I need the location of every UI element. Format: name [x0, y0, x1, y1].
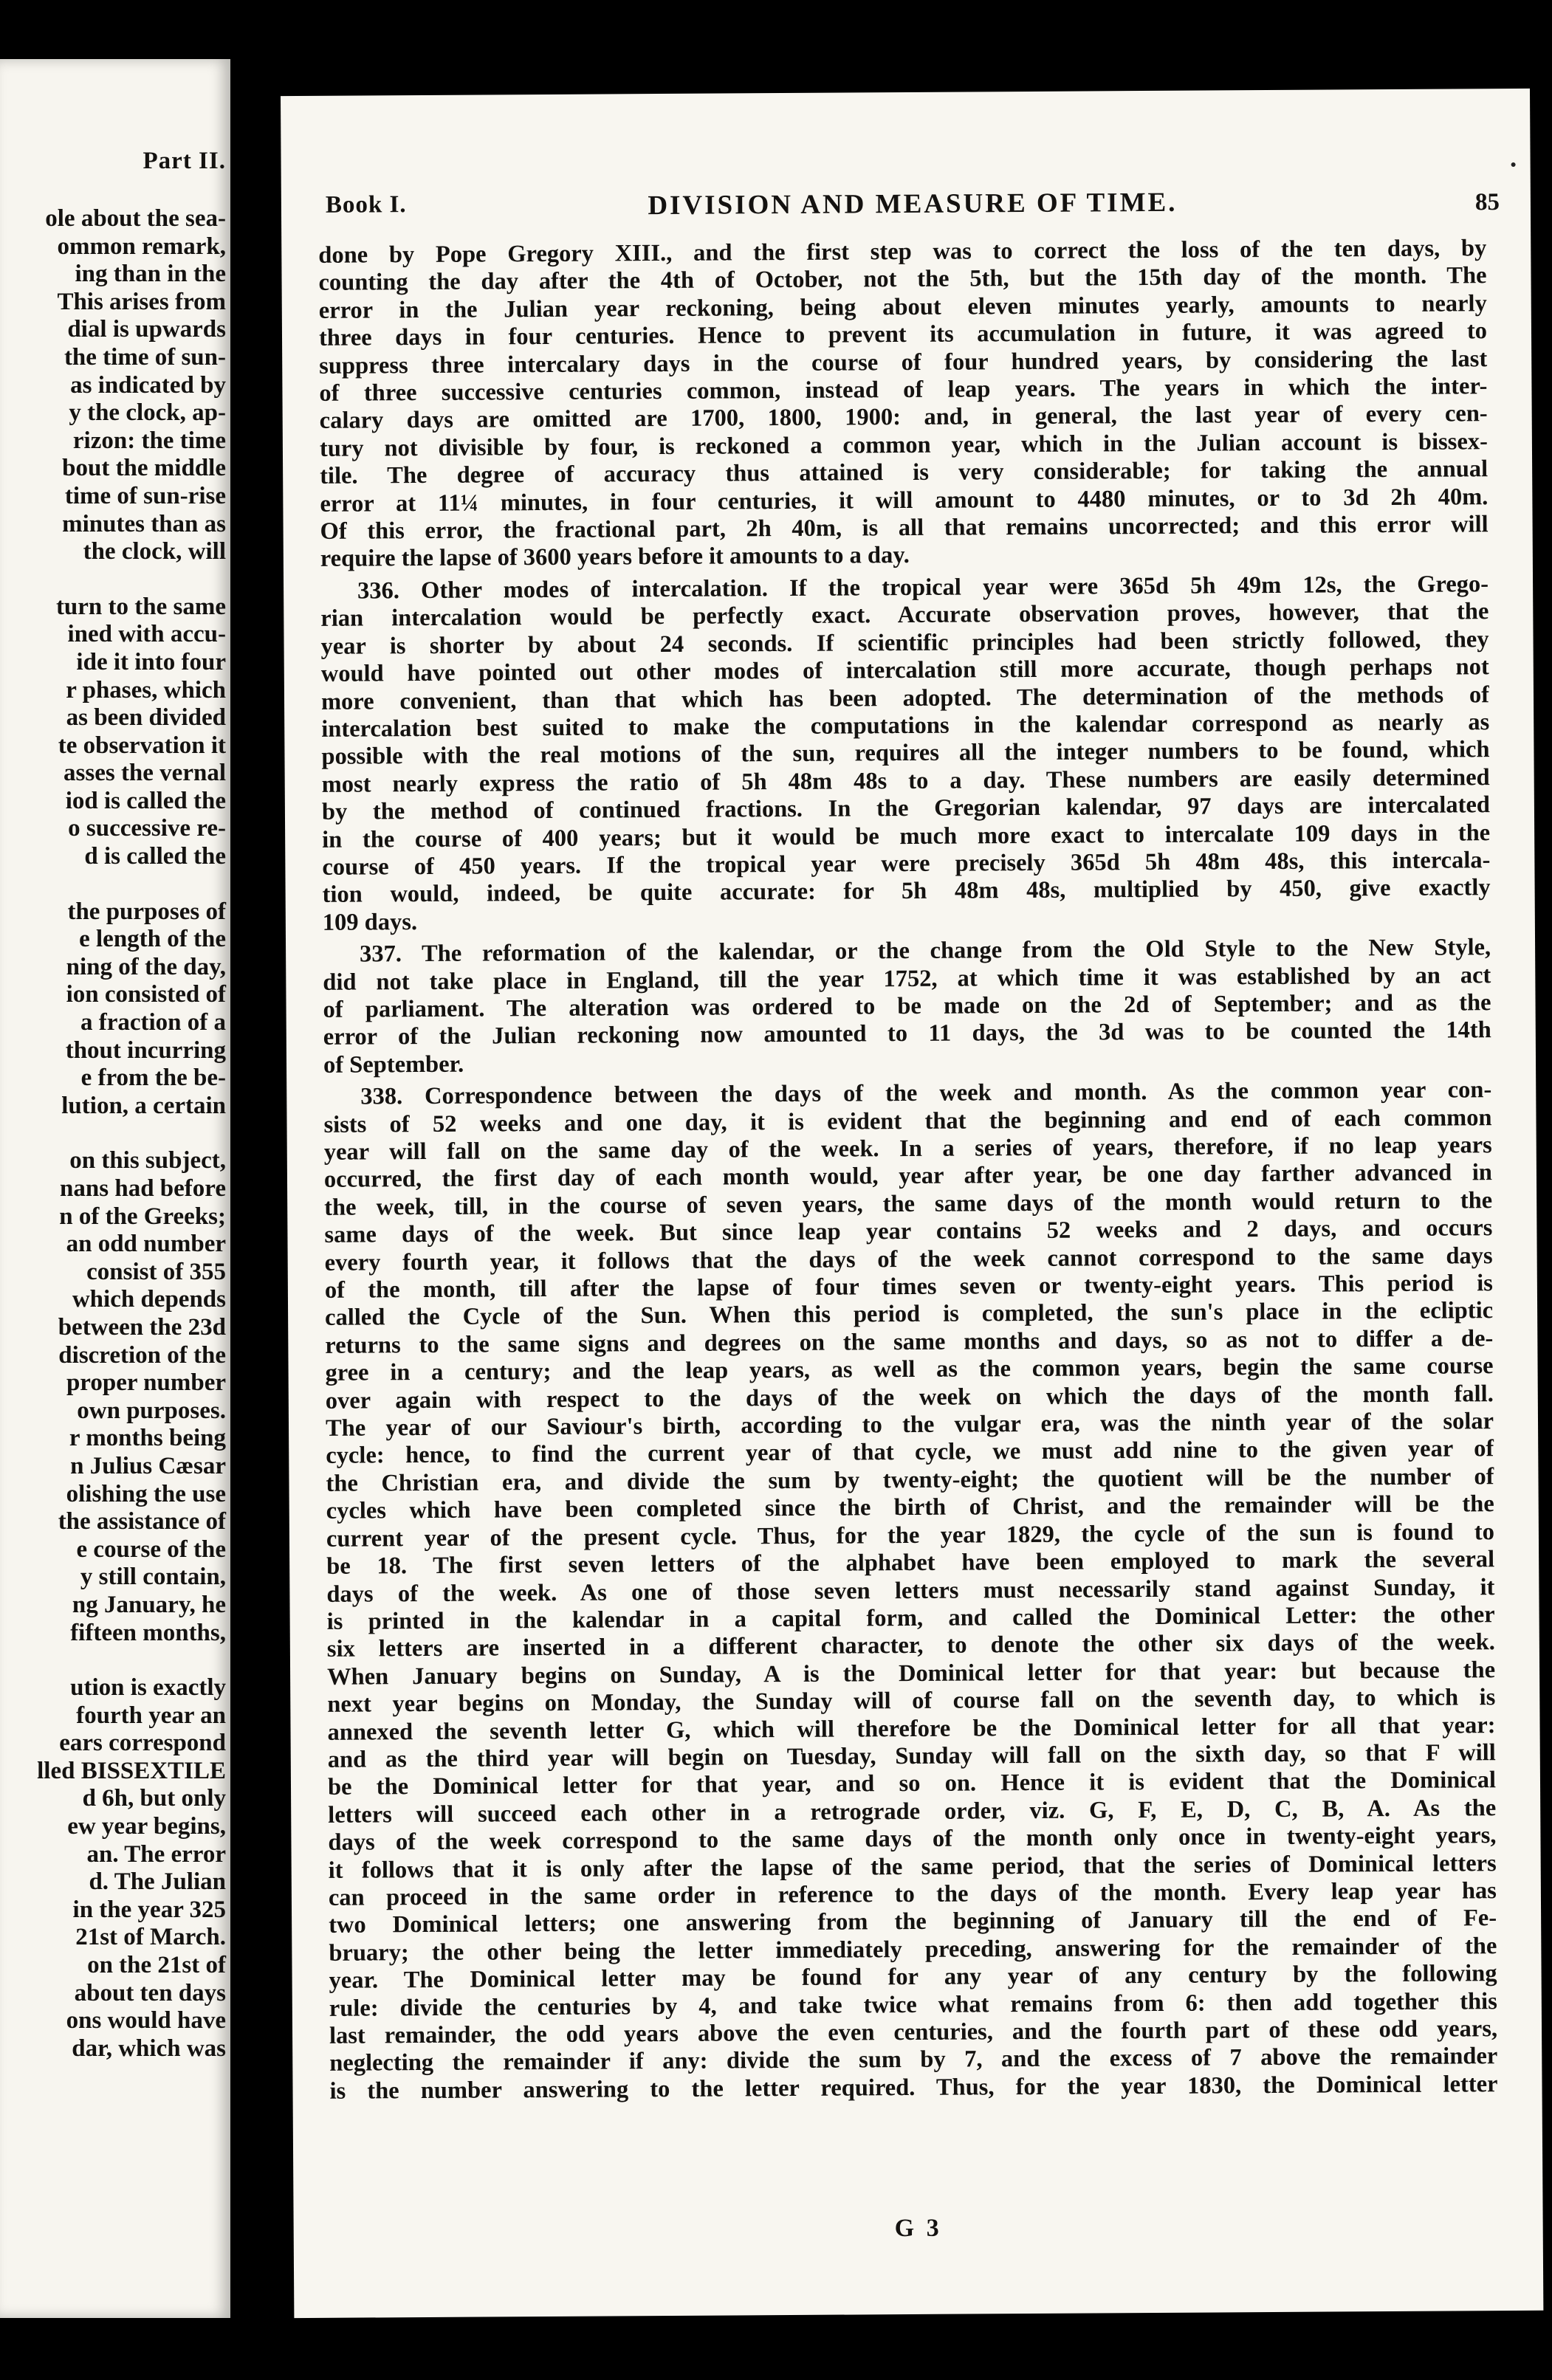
left-text-line: e course of the [76, 1535, 226, 1563]
left-text-line: ide it into four [76, 648, 226, 675]
text-line: in the course of 400 years; but it would be much more exact to intercalate 109 days in the [322, 819, 1491, 853]
left-text-line: proper number [66, 1369, 226, 1397]
current-page [281, 89, 1543, 2318]
text-line: of three successive centuries common, instead of leap years. The years in which the inter- [319, 373, 1488, 407]
text-line: over again with respect to the days of the week on which the days of the month fall. [325, 1380, 1494, 1414]
text-line: require the lapse of 3600 years before it amounts to a day. [320, 542, 910, 573]
text-line: annexed the seventh letter G, which will therefore be the Dominical letter for all that year: [327, 1711, 1496, 1746]
left-text-line: bout the middle [62, 455, 226, 482]
left-text-line: time of sun-rise [64, 482, 226, 509]
text-line: called the Cycle of the Sun. When this period is completed, the sun's place in the ecliptic [325, 1297, 1494, 1332]
text-line: days of the week correspond to the same days of the month only once in twenty-eight years, [328, 1822, 1497, 1856]
left-text-line: turn to the same [55, 593, 226, 620]
left-text-line: r months being [69, 1425, 226, 1452]
left-text-line: lution, a certain [61, 1092, 226, 1119]
text-line: cycle: hence, to find the current year of that cycle, we must add nine to the given year of [326, 1435, 1494, 1470]
text-line: be 18. The first seven letters of the alphabet have been employed to mark the several [326, 1546, 1495, 1580]
left-text-line: y still contain, [80, 1564, 226, 1591]
body-text [318, 235, 1497, 2105]
left-paragraph-gap [37, 1120, 226, 1147]
left-text-line: minutes than as [62, 510, 226, 537]
text-line: tury not divisible by four, is reckoned a common year, which in the Julian account is bissex- [319, 428, 1489, 462]
text-line: 336. Other modes of intercalation. If the tropical year were 365d 5h 49m 12s, the Grego- [357, 571, 1489, 605]
left-text-line: ution is exactly [70, 1674, 226, 1702]
left-text-line: ole about the sea- [45, 205, 226, 232]
text-line: The year of our Saviour's birth, according to the vulgar era, was the ninth year of the solar [325, 1408, 1494, 1442]
text-line: cycles which have been completed since the birth of Christ, and the remainder will be the [326, 1490, 1494, 1525]
text-line: tion would, indeed, be quite accurate: for 5h 48m 48s, multiplied by 450, give exactly [322, 874, 1491, 909]
left-text-line: nans had before [60, 1175, 226, 1202]
left-text-line: y the clock, ap- [69, 399, 226, 427]
text-line: occurred, the first day of each month would, year after year, be one day farther advanced in [323, 1159, 1493, 1194]
left-text-line: thout incurring [65, 1036, 226, 1064]
text-line: and as the third year will begin on Tuesday, Sunday will fall on the sixth day, so that F will [327, 1739, 1496, 1773]
left-text-line: discretion of the [58, 1341, 226, 1369]
text-line: 338. Correspondence between the days of the week and month. As the common year con- [360, 1076, 1492, 1110]
text-line: rian intercalation would be perfectly exact. Accurate observation proves, however, that the [320, 598, 1489, 633]
text-line: 337. The reformation of the kalendar, or the change from the Old Style to the New Style, [360, 934, 1491, 968]
left-text-line: r phases, which [66, 676, 226, 704]
left-text-line: between the 23d [58, 1313, 226, 1341]
text-line: is printed in the kalendar in a capital form, and called the Dominical Letter: the other [326, 1601, 1495, 1635]
text-line: returns to the same signs and degrees on the same months and days, so as not to differ a de- [325, 1325, 1494, 1359]
left-text-line: as indicated by [70, 371, 226, 399]
previous-page [0, 59, 230, 2318]
left-text-line: ew year begins, [67, 1813, 226, 1840]
left-text-line: a fraction of a [80, 1009, 226, 1036]
text-line: next year begins on Monday, the Sunday will of course fall on the seventh day, to which is [327, 1684, 1496, 1718]
left-text-line: rizon: the time [72, 427, 226, 454]
text-line: calary days are omitted are 1700, 1800, 1900: and, in general, the last year of every cen- [319, 400, 1488, 435]
text-line: of the month, till after the lapse of four times seven or twenty-eight years. This period is [324, 1270, 1493, 1304]
left-text-line: an. The error [86, 1840, 226, 1868]
text-line: intercalation best suited to make the computations in the kalendar correspond as nearly as [321, 709, 1490, 743]
left-text-line: ng January, he [72, 1591, 226, 1618]
left-text-line: iod is called the [65, 787, 226, 814]
left-text-line: the purposes of [67, 898, 226, 925]
left-paragraph-gap [37, 871, 226, 898]
text-line: error in the Julian year reckoning, being about eleven minutes yearly, amounts to nearly [318, 290, 1487, 324]
left-text-line: which depends [72, 1286, 226, 1313]
left-text-line: d is called the [84, 843, 226, 870]
text-line: two Dominical letters; one answering from the beginning of January till the end of Fe- [329, 1905, 1497, 1939]
left-text-line: fifteen months, [70, 1619, 226, 1646]
left-text-line: 21st of March. [75, 1924, 226, 1951]
text-line: course of 450 years. If the tropical year were precisely 365d 5h 48m 48s, this intercala- [322, 847, 1491, 881]
running-head [326, 185, 1500, 229]
text-line: be the Dominical letter for that year, and so on. Hence it is evident that the Dominical [327, 1767, 1497, 1801]
left-text-line: about ten days [74, 1979, 226, 2006]
left-text-line: ons would have [66, 2007, 226, 2035]
text-line: more convenient, than that which has been adopted. The determination of the methods of [320, 681, 1490, 715]
text-line: can proceed in the same order in reference to the days of the month. Every leap year has [328, 1877, 1497, 1911]
text-line: error of the Julian reckoning now amounted to 11 days, the 3d was to be counted the 14th [323, 1017, 1491, 1051]
left-text-line: n of the Greeks; [59, 1203, 226, 1230]
left-text-line: ing than in the [75, 261, 226, 288]
left-text-line: the clock, will [83, 538, 226, 565]
left-text-line: d. The Julian [89, 1868, 226, 1896]
text-line: Of this error, the fractional part, 2h 40m, is all that remains uncorrected; and this error will [320, 511, 1489, 545]
text-line: current year of the present cycle. Thus, for the year 1829, the cycle of the sun is found to [326, 1518, 1495, 1552]
text-line: year is shorter by about 24 seconds. If scientific principles had been strictly followed, they [320, 625, 1489, 660]
text-line: bruary; the other being the letter immediately preceding, answering for the remainder of the [329, 1932, 1497, 1967]
text-line: rule: divide the centuries by 4, and take twice what remains from 6: then add together this [329, 1987, 1497, 2022]
left-text-line: e length of the [79, 926, 226, 953]
text-line: by the method of continued fractions. In the Gregorian kalendar, 97 days are intercalated [321, 791, 1491, 825]
text-line: 109 days. [322, 908, 418, 936]
left-text-line: asses the vernal [63, 760, 226, 787]
text-line: same days of the week. But since leap year contains 52 weeks and 2 days, and occurs [324, 1214, 1493, 1249]
left-text-line: e from the be- [80, 1065, 226, 1092]
text-line: error at 11¼ minutes, in four centuries, it will amount to 4480 minutes, or to 3d 2h 40m. [320, 483, 1489, 517]
text-line: possible with the real motions of the sun, requires all the integer numbers to be found, which [321, 736, 1490, 771]
left-text-line: d 6h, but only [82, 1785, 226, 1812]
text-line: year will fall on the same day of the week. In a series of years, therefore, if no leap years [323, 1132, 1492, 1166]
left-page-header: Part II. [143, 148, 226, 174]
page-title: DIVISION AND MEASURE OF TIME. [648, 187, 1178, 221]
left-text-line: the assistance of [58, 1508, 226, 1535]
left-text-line: ommon remark, [57, 233, 226, 260]
text-line: of parliament. The alteration was ordered to be made on the 2d of September; and as the [323, 989, 1491, 1023]
text-line: is the number answering to the letter required. Thus, for the year 1830, the Dominical letter [329, 2070, 1498, 2105]
text-line: done by Pope Gregory XIII., and the first step was to correct the loss of the ten days, by [318, 235, 1487, 269]
text-line: it follows that it is only after the lapse of the same period, that the series of Dominical letters [328, 1849, 1497, 1884]
text-line: did not take place in England, till the year 1752, at which time it was established by an act [323, 961, 1491, 996]
text-line: would have pointed out other modes of intercalation still more accurate, though perhaps not [320, 653, 1489, 687]
text-line: neglecting the remainder if any: divide the sum by 7, and the excess of 7 above the remainder [329, 2043, 1498, 2077]
left-text-line: as been divided [66, 704, 226, 732]
left-text-line: on this subject, [69, 1147, 226, 1174]
left-text-line: dial is upwards [67, 316, 226, 343]
text-line: every fourth year, it follows that the days of the week cannot correspond to the same days [324, 1242, 1493, 1276]
text-line: most nearly express the ratio of 5h 48m 48s to a day. These numbers are easily determined [321, 763, 1490, 798]
left-text-line: olishing the use [66, 1480, 226, 1507]
text-line: tile. The degree of accuracy thus attained is very considerable; for taking the annual [320, 455, 1489, 490]
text-line: counting the day after the 4th of October, not the 5th, but the 15th day of the month. The [318, 262, 1487, 297]
text-line: When January begins on Sunday, A is the Dominical letter for that year: but because the [326, 1656, 1496, 1691]
left-text-line: an odd number [66, 1231, 226, 1258]
left-text-line: This arises from [57, 288, 226, 315]
left-text-line: own purposes. [77, 1397, 226, 1424]
text-line: days of the week. As one of those seven letters must necessarily stand against Sunday, it [326, 1573, 1495, 1608]
text-line: sists of 52 weeks and one day, it is evident that the beginning and end of each common [323, 1104, 1492, 1138]
left-text-line: dar, which was [72, 2035, 226, 2062]
left-paragraph-gap [37, 1647, 226, 1674]
page-number: 85 [1474, 189, 1500, 216]
text-line: suppress three intercalary days in the course of four hundred years, by considering the last [319, 345, 1488, 379]
text-line: the Christian era, and divide the sum by twenty-eight; the quotient will be the number of [326, 1463, 1494, 1497]
text-line: last remainder, the odd years above the even centuries, and the fourth part of these odd years, [329, 2015, 1498, 2049]
left-text-line: te observation it [58, 732, 226, 759]
left-text-line: ion consisted of [66, 981, 226, 1008]
left-text-line: ined with accu- [67, 621, 226, 648]
left-paragraph-gap [37, 566, 226, 594]
left-text-line: lled BISSEXTILE [37, 1757, 226, 1784]
text-line: six letters are inserted in a different character, to denote the other six days of the week. [326, 1628, 1495, 1663]
left-text-line: the time of sun- [63, 343, 226, 371]
text-line: letters will succeed each other in a retrograde order, viz. G, F, E, D, C, B, A. As the [328, 1794, 1497, 1829]
text-line: three days in four centuries. Hence to prevent its accumulation in future, it was agreed to [318, 317, 1488, 352]
signature-mark: G 3 [894, 2214, 942, 2243]
left-text-line: n Julius Cæsar [70, 1452, 226, 1479]
text-line: gree in a century; and the leap years, as well as the common years, begin the same course [325, 1352, 1494, 1387]
text-line: year. The Dominical letter may be found for any year of any century by the following [329, 1960, 1497, 1995]
text-line: the week, till, in the course of seven years, the same days of the month would return to the [324, 1186, 1493, 1221]
left-text-line: consist of 355 [86, 1258, 226, 1285]
book-label: Book I. [325, 191, 407, 219]
left-page-text [37, 205, 226, 2063]
left-text-line: o successive re- [68, 815, 226, 842]
left-text-line: on the 21st of [87, 1952, 226, 1979]
left-text-line: ears correspond [59, 1730, 226, 1757]
ink-speck [1511, 162, 1516, 167]
left-text-line: fourth year an [76, 1702, 226, 1729]
left-text-line: in the year 325 [72, 1896, 226, 1923]
text-line: of September. [323, 1050, 464, 1079]
left-text-line: ning of the day, [66, 953, 226, 980]
